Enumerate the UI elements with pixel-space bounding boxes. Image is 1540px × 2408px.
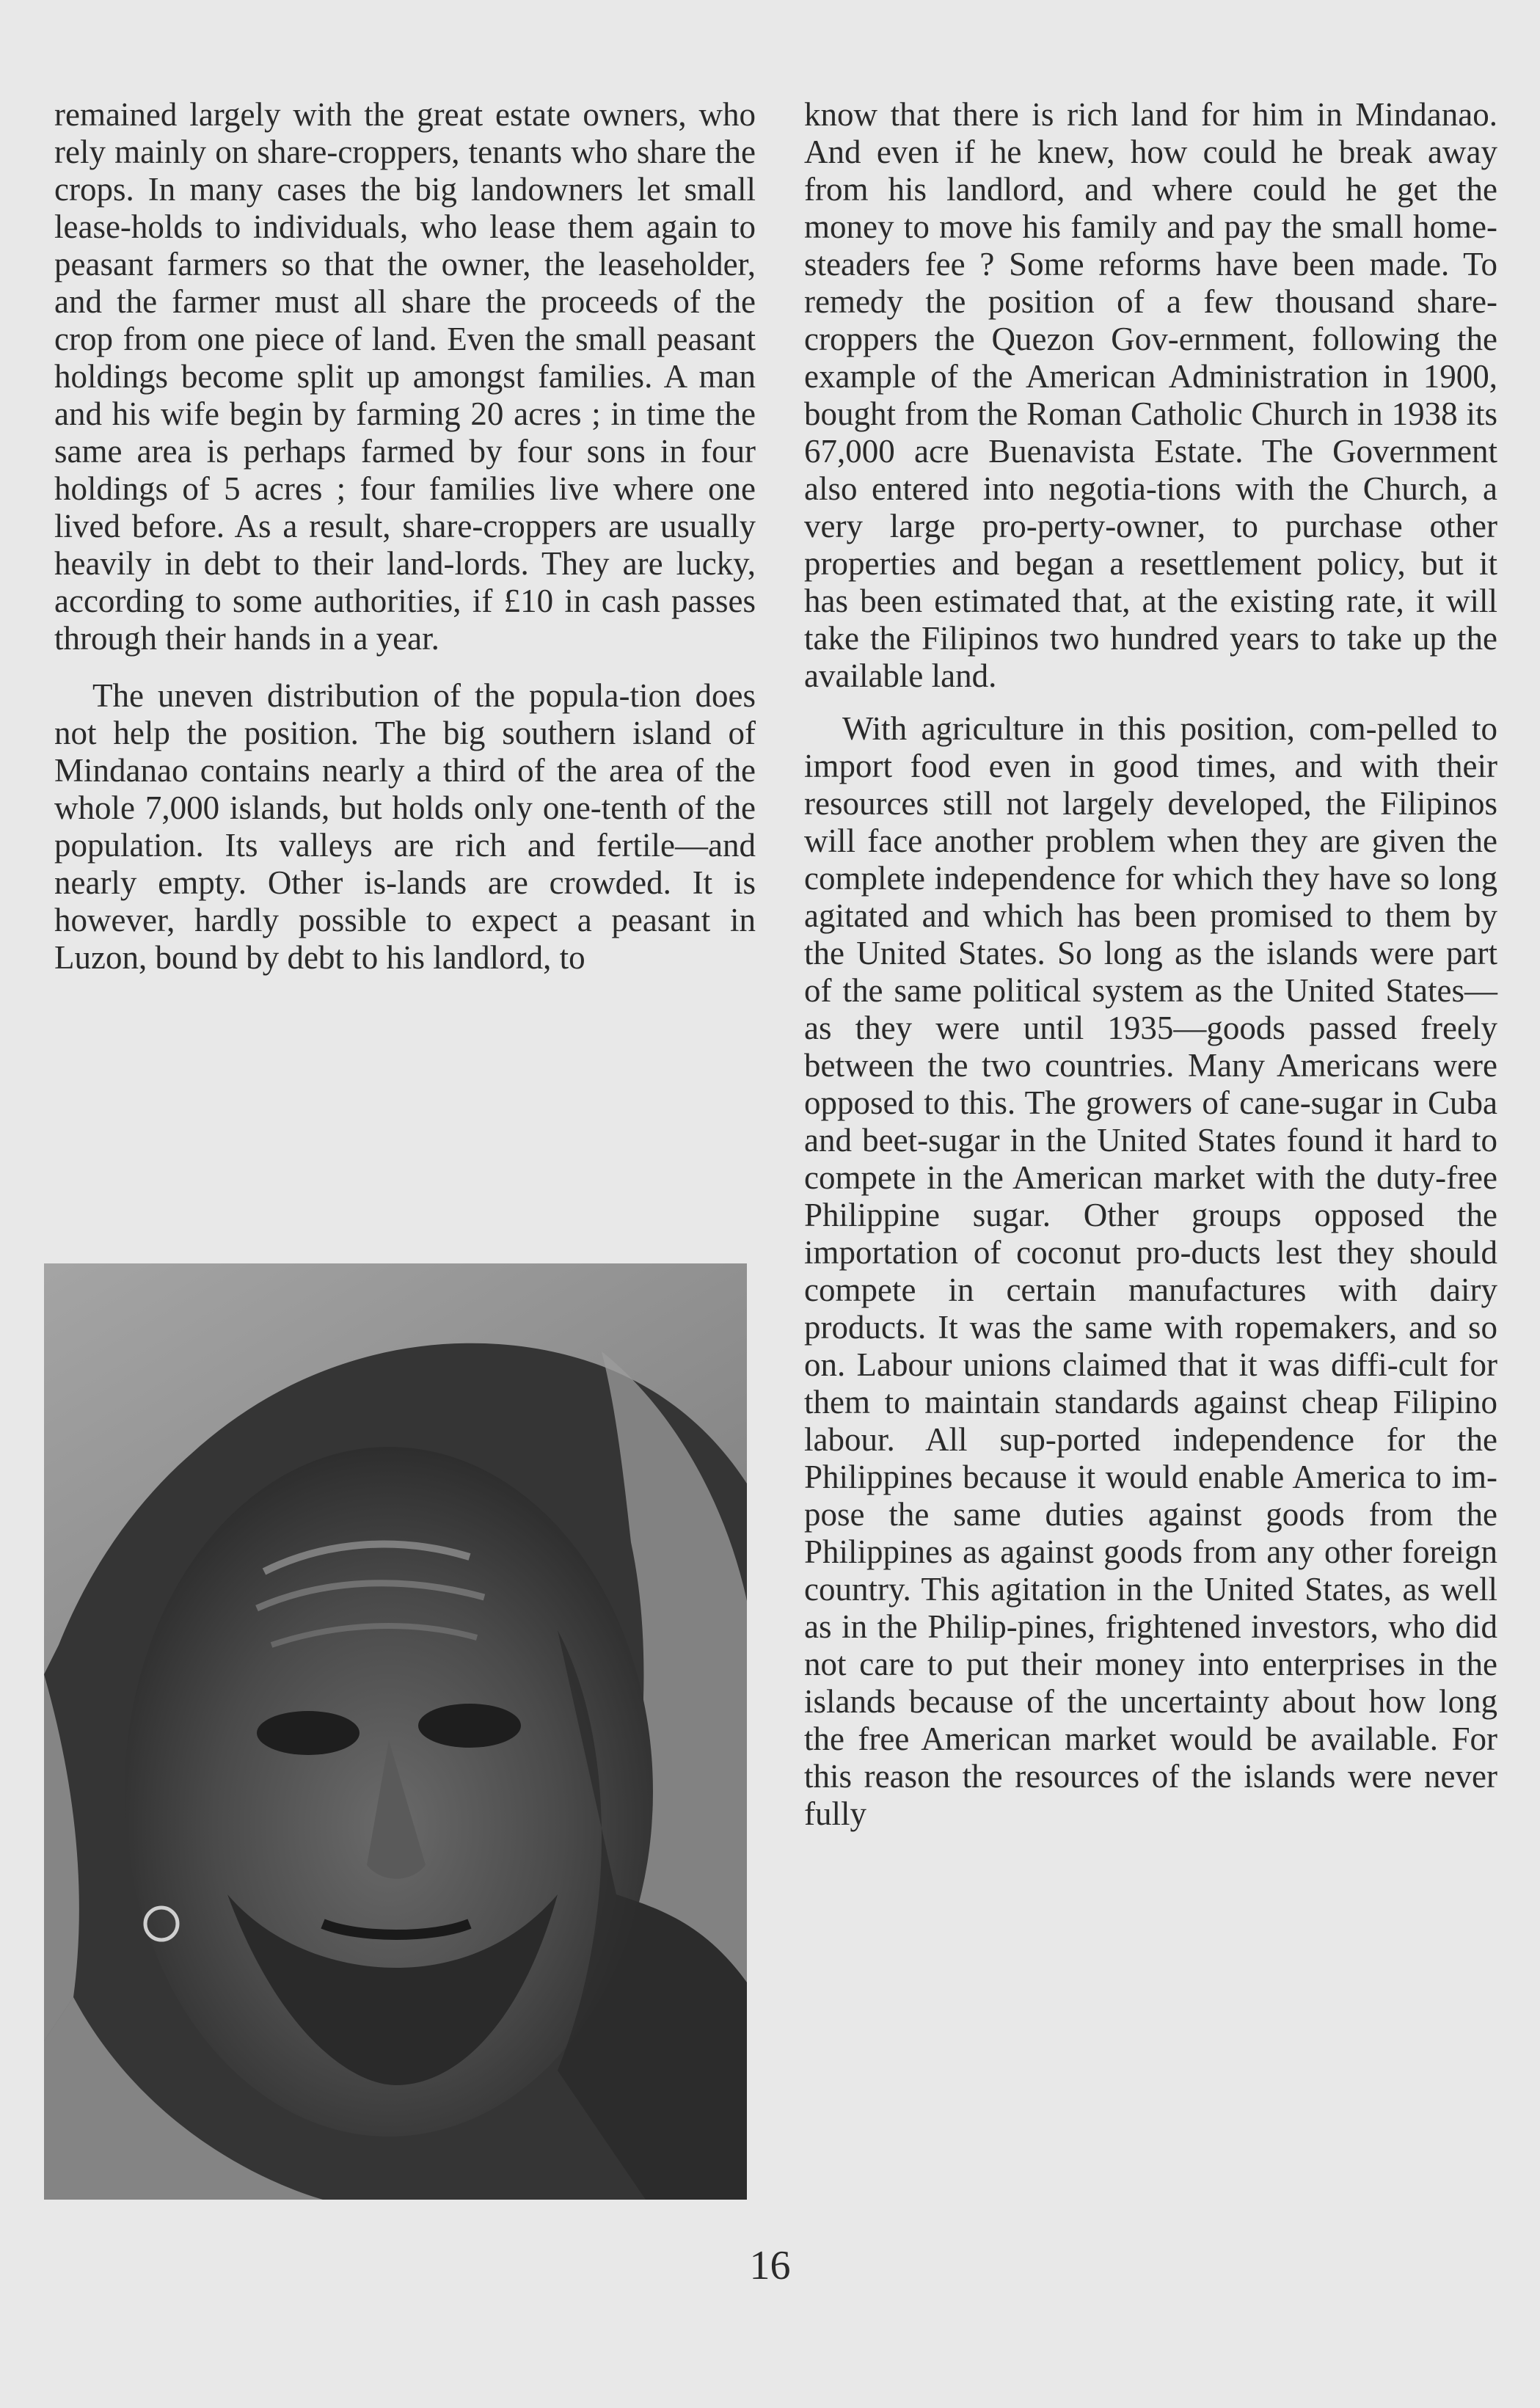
left-text-column	[54, 96, 756, 977]
left-paragraph-1: remained largely with the great estate owners, who rely mainly on share-croppers, tenants who share the crops. In many cases the big landowners let small lease-holds to individuals, who lease them again to peasant farmers so that the owner, the leaseholder, and the farmer must all share the proceeds of the crop from one piece of land. Even the small peasant holdings become split up amongst families. A man and his wife begin by farming 20 acres ; in time the same area is perhaps farmed by four sons in four holdings of 5 acres ; four families live where one lived before. As a result, share-croppers are usually heavily in debt to their land-lords. They are lucky, according to some authorities, if £10 in cash passes through their hands in a year.	[54, 96, 756, 657]
right-paragraph-1: know that there is rich land for him in Mindanao. And even if he knew, how could he break away from his landlord, and where could he get the money to move his family and pay the small home-steaders fee ? Some reforms have been made. To remedy the position of a few thousand share-croppers the Quezon Gov-ernment, following the example of the American Administration in 1900, bought from the Roman Catholic Church in 1938 its 67,000 acre Buenavista Estate. The Government also entered into negotia-tions with the Church, a very large pro-perty-owner, to purchase other properties and began a resettlement policy, but it has been estimated that, at the existing rate, it will take the Filipinos two hundred years to take up the available land.	[804, 96, 1497, 694]
left-paragraph-2: The uneven distribution of the popula-tion does not help the position. The big southern island of Mindanao contains nearly a third of the area of the whole 7,000 islands, but holds only one-tenth of the population. Its valleys are rich and fertile—and nearly empty. Other is-lands are crowded. It is however, hardly possible to expect a peasant in Luzon, bound by debt to his landlord, to	[54, 677, 756, 976]
portrait-photo-icon	[44, 1263, 747, 2200]
portrait-photo	[44, 1263, 747, 2200]
right-text-column	[804, 96, 1497, 1833]
page-number: 16	[749, 2243, 791, 2288]
right-paragraph-2: With agriculture in this position, com-pelled to import food even in good times, and with their resources still not largely developed, the Filipinos will face another problem when they are given the complete independence for which they have so long agitated and which has been promised to them by the United States. So long as the islands were part of the same political system as the United States—as they were until 1935—goods passed freely between the two countries. Many Americans were opposed to this. The growers of cane-sugar in Cuba and beet-sugar in the United States found it hard to compete in the American market with the duty-free Philippine sugar. Other groups opposed the importation of coconut pro-ducts lest they should compete in certain manufactures with dairy products. It was the same with ropemakers, and so on. Labour unions claimed that it was diffi-cult for them to maintain standards against cheap Filipino labour. All sup-ported independence for the Philippines because it would enable America to im-pose the same duties against goods from the Philippines as against goods from any other foreign country. This agitation in the United States, as well as in the Philip-pines, frightened investors, who did not care to put their money into enterprises in the islands because of the uncertainty about how long the free American market would be available. For this reason the resources of the islands were never fully	[804, 710, 1497, 1832]
